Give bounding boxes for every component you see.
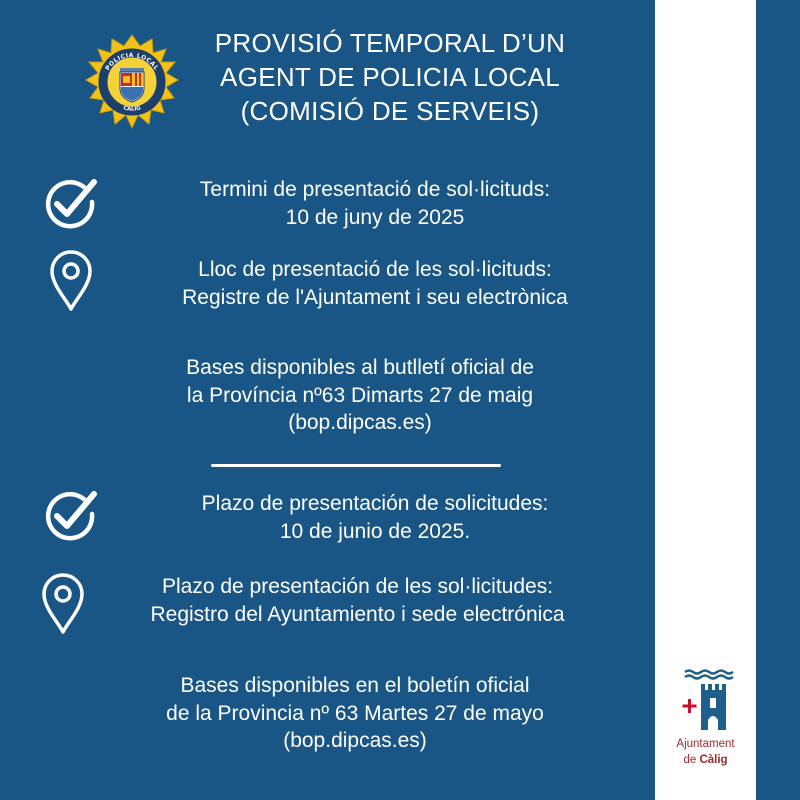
bases-url-va: (bop.dipcas.es) (288, 411, 432, 435)
title-line-2: AGENT DE POLICIA LOCAL (220, 62, 560, 92)
deadline-date-va: 10 de juny de 2025 (285, 205, 465, 229)
place-value-es: Registro del Ayuntamiento i sede electrónica (150, 602, 565, 626)
map-pin-icon (40, 572, 86, 636)
logo-line-1: Ajuntament (676, 738, 735, 750)
title (180, 27, 600, 129)
divider (211, 464, 501, 467)
deadline-block-va (110, 176, 640, 231)
bases-line-2-va: la Província nº63 Dimarts 27 de maig (186, 383, 534, 407)
place-block-va (90, 256, 660, 311)
deadline-date-es: 10 de junio de 2025. (279, 519, 471, 543)
bases-url-es: (bop.dipcas.es) (283, 729, 427, 753)
place-value-va: Registre de l'Ajuntament i seu electrònica (182, 285, 568, 309)
place-label-va: Lloc de presentació de les sol·licituds: (198, 258, 552, 281)
logo-town-name: Càlig (699, 753, 728, 766)
title-line-3: (COMISIÓ DE SERVEIS) (240, 96, 540, 126)
logo-line-2 (655, 753, 756, 769)
title-line-1: PROVISIÓ TEMPORAL D’UN (214, 28, 566, 58)
bases-block-va (80, 354, 640, 437)
logo-line-2-prefix: de (683, 753, 700, 766)
right-strip (756, 0, 800, 800)
badge-bottom-text: CÀLIG (122, 105, 142, 113)
place-block-es (85, 573, 630, 628)
ajuntament-logo-icon (679, 668, 739, 730)
bases-line-1-es: Bases disponibles en el boletín oficial (180, 674, 530, 697)
deadline-label-va: Termini de presentació de sol·licituds: (199, 178, 551, 201)
deadline-block-es (110, 490, 640, 545)
map-pin-icon (48, 249, 94, 313)
check-circle-icon (42, 487, 98, 543)
badge-top-text: POLICIA LOCAL (104, 51, 160, 72)
bases-block-es (80, 672, 630, 755)
place-label-es: Plazo de presentación de les sol·licitudes: (161, 575, 554, 598)
police-badge-icon (82, 32, 182, 132)
logo-text (655, 737, 756, 768)
bases-line-2-es: de la Provincia nº 63 Martes 27 de mayo (166, 701, 544, 725)
deadline-label-es: Plazo de presentación de solicitudes: (201, 492, 549, 515)
bases-line-1-va: Bases disponibles al butlletí oficial de (186, 356, 534, 379)
check-circle-icon (42, 175, 98, 231)
